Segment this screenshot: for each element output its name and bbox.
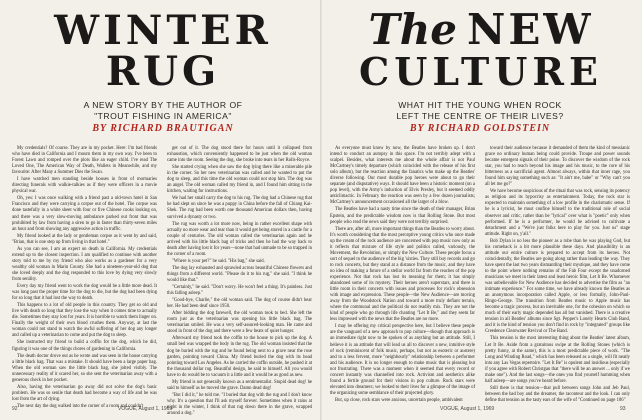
article-paragraph: We have become suspicious of the ritual that was rock, sensing its potency as religion and its hypocrisy as entertainment. Today, the rock star is expected to maintain something of a low profile in the charismatic sense. If he is a lyricist, he must confine himself to the traditional role of social observer and critic, rather than be "lyrical" over what is "poetic" only when performed. If he is a performer, he would be advised to cultivate a detachment and a "We're just folks here to play for you. Just us" stage attitude. Right on, y'all." xyxy=(485,189,630,237)
article-paragraph: But, up close, rock stars were anxious, uncertain people, ambivalent xyxy=(335,397,463,403)
right-title-the: The xyxy=(368,5,457,54)
page-gutter xyxy=(320,0,322,420)
article-paragraph: This tension is the most interesting thing about the Beatles' latest album, Let It Be. Aside from a gratuitous swipe at the Rolling Stones (which is pretty funny, at the same), this is a most predictable piece of work. "The Long and Winding Road," which has been released as a single, will fit neatly into any Las Vegas repertoire. "Let It Be" is opulent and insidious (especially if you agree with Robert Christgau that "there will be an answer ... only if we make one"). And the last songs—the ones you find yourself humming when half asleep—are songs you've heard before. xyxy=(485,336,630,384)
left-article-title xyxy=(22,7,304,95)
article-paragraph: We had her small carry the dog to his rug. The dog had a Chinese rug that he had slept on since he was a puppy in China before the fall of Chiang Kai-Shek. The rug had been worth one thousand American dollars then, having survived a dynasty or two. xyxy=(167,196,312,220)
right-title-new: NEW xyxy=(466,5,594,54)
article-paragraph: This happens to a lot of old people in this country. They get so old and live with death so long that they lose the way when it comes time to actually die. Sometimes they stay lost for years. It is horrible to watch them linger on. Finally the weight of their own blood crushes them. Anyway, at last the woman could not stand to watch the awful suffering of her dog any longer and called up a veterinarian to come and put the dog to sleep. xyxy=(12,303,157,339)
article-paragraph: The dog lay exhausted and sprawled across beautiful Chinese flowers and things from a different world. "Please do it to his rug," she said. "I think he would like that." xyxy=(167,265,312,283)
article-paragraph: She instructed my friend to build a coffin for the dog, which he did, figuring it was one of the things chores of gardening in California. xyxy=(12,340,157,352)
article-paragraph: She started crying when she saw the dog lying there like a miserable pile in the corner. So her new veterinarian was called and he wanted to put the dog to sleep, and this time the old woman could not stop him. The dog was an angel. The old woman called my friend in, and I found him sitting in the kitchen, waiting for instructions. xyxy=(167,165,312,195)
article-paragraph: Bob Dylan is no less the pioneer as a rube than he was playing God, but his comeback is a bit more plausible these days. And plausibility is an attitude our entire culture is prepared to accept from its heroes. Not coincidentally, the Beatles are going along rather than leading the way. They have spent the last two years dismantling their mystique, and they have come to the point where nothing remains of the Fab Four except the unadorned musicians we meet in their latest and least heroic film, Let It Be. Whomever was unbelievable for New Audience has decided to advertise the film as "an intimate experience." For some time, we have already known the Beatles as an anonymous incorporation called Apple, or less formally, John-Paul-Ringo-George. The transition from Beatles music to Apple music has become a tragic process, but an inevitable one, for the cohesion on which so much of their early magic depended has all but vanished. There is a creative tension in all Beatles' albums since Sgt. Pepper's Lonely Hearts Club Band, and it is the kind of tension you don't find in rock by "integrated" groups like Creedence Clearwater Revival or The Band. xyxy=(485,238,630,335)
right-title-culture: CULTURE xyxy=(359,49,603,94)
right-page-number: 93 xyxy=(620,406,626,412)
article-paragraph: "Certainly," he said. "Don't worry. He won't feel a thing. It's painless. Just this falling asleep." xyxy=(167,285,312,297)
article-paragraph: As everyone must know by now, the Beatles have broken up. I don't intend to conduct an autopsy in this space. I'm not terribly adept with a scalpel. Besides, what interests me about the whole affair is not Paul McCartney's timely departure (which coincided with the release of his first solo album), but the reaction among the fanatics who make up the Beatles' diverse following. Our most durable pop heroes were about to go their separate (and disputative) ways. It should have been a historic moment (on a pop level), with the Army's induction of Elvis Presley, but it seemed oddly anticlimactic. In February the reaction was seen by a few dozen journalists; McCartney's announcement occasioned all the larger of a blow. xyxy=(330,146,475,206)
article-paragraph: The death doctor drove out as he wrote and was seen in the house carrying a little black bag. That was a mistake. It should have been a large paper bag. When the old woman saw the little black bag, she jolted visibly. The unnecessary reality of it scared her, so she sent the veterinarian away with a generous check in her pocket. xyxy=(12,353,157,383)
article-paragraph: The rug was worth a lot more now, being in rather excellent shape with actually no more wear and tear than it would get being stored in a castle for a couple of centuries. The old woman called the veterinarian again and he arrived with his little black bag of tricks and then he had the way back to death after having lost it for years—none that had unmade to be so trapped in the corner of a room. xyxy=(167,221,313,257)
left-title-line-2: RUG xyxy=(105,48,221,95)
article-paragraph: "But I did it," he told me. "I buried that dog with the rug and I don't know why. It's a question that I'll ask myself forever. Sometimes when it rains at night in the winter, I think of that rug down there in the grave, wrapped around a dog." xyxy=(167,392,312,416)
left-page-number: 92 xyxy=(12,406,18,412)
article-paragraph: I may be offering my critical perspective here, but I believe these people are the vanguard of a new approach to pop culture—though that approach is an immediate right now to be spoken of as anything but an attitude. Still, I believe it is an attitude that will lead us all to discover a new, intuitive style of rock (reminiscent of folk music, perhaps, but not as esoteric or austere) and to a less fervent, more "neighbourly" relationship between a performer and his audience. It is no longer enough to make music that is pleasing but not frustrating. There was a moment when it seemed that every record or concert instantly was channelled into rock. Activism and aesthetics alike found a fertile ground for their visions in pop culture. Rock stars were elevated into dreamers; we looked to their lives for a glimpse of the image of the organizing some semblance of their projected glory. xyxy=(330,324,475,396)
article-paragraph: toward their audience because it demanded of them the kind of messianic grace no ordinary human being could provide. Troupe and power sounds became emergent signals of their poise. To discover the wisdom of the rock star, you had to reach beyond his image and his music, to the core of his bitterness as a sacrificial agent. Almost always, within that inner rage, you found him saying something such as: "It ain't me, babe" or "Why can't you all let me go?" xyxy=(485,146,630,188)
article-paragraph: "Good-bye, Charlie," the old woman said. The dog of course didn't hear her. He had been deaf since 1950. xyxy=(167,298,312,310)
left-column-2 xyxy=(167,146,313,416)
article-paragraph: Afterward my friend took the coffin to the house to pick up the dog. A small bed was wrapped the body in the rug. The old woman insisted that the dog be buried with the rug and he found being next to a grave near the rose garden, pointing toward China. My friend buried the dog with its head pointing toward Los Angeles. As he carried the coffin outside, he pushed it at the thousand dollar rug. Beautiful design, he said to himself. All you would have to do would be to vacuum it a little and it would be as good as new. xyxy=(167,336,312,378)
article-paragraph: Also, having the veterinarian go away did not solve the dog's basic problem. He was so senile that death had become a way of life and he was lost from the art of dying. xyxy=(12,384,157,402)
left-deck-line-1: A NEW STORY BY THE AUTHOR OF xyxy=(83,100,243,110)
right-deck-line-1: WHAT HIT THE YOUNG WHEN ROCK xyxy=(398,100,562,110)
article-paragraph: My friend looked at the lady or gentleman corpse as it went by and said, "Brian, that is one step up from living in that hotel." xyxy=(12,233,157,245)
article-paragraph: I have watched men standing beside houses in front of mortuaries directing funerals with walkie-talkies as if they were officers in a movie physical war. xyxy=(12,177,157,195)
left-article-deck xyxy=(30,100,296,135)
article-paragraph: My friend is not generally known as a sentimentalist. Stupid dead dog! he said to himself as he moved the grave. Damn dead dog! xyxy=(167,379,312,391)
article-paragraph: get out of it. The dog stood there for hours until it collapsed from exhaustion, which conveniently happened to be just when the old woman came into the room. Seeing the dog, she broke into tears in her Rolls-Royce. xyxy=(167,146,312,164)
article-paragraph: The Beatles have had a nasty time since the death of their manager, Brian Epstein, and the predictable wisdom now is that Rolling Stone. But most people who read the news said they were not terribly surprised. xyxy=(330,207,475,225)
left-deck-line-2: "TROUT FISHING IN AMERICA" xyxy=(94,111,232,121)
article-paragraph: As you can see, I am an expert on death in California. My credentials extend up to the closest inspection. I am qualified to continue with another story told to me by my friend who also works as a gardener for a very wealthy old woman in Marin County. She had a nineteen-year-old dog that she loved deeply and the dog responded to this love by dying very slowly from senility. xyxy=(12,246,157,282)
right-article-deck xyxy=(344,100,616,135)
article-paragraph: "Where is your pet?" he said. "His bag," she said. xyxy=(172,258,265,264)
right-column-2 xyxy=(485,146,630,402)
article-paragraph: Still there is that tension—that pull between songs John and Jeb Paul, between the bad boy and the dreamer, the raconteur and the look. I can only define that tension as the tasty ears of the wife of "Continued on page 106" xyxy=(485,385,630,403)
left-folio-magazine: VOGUE, August 1, 1969 xyxy=(118,406,173,412)
left-title-line-1: WINTER xyxy=(54,7,272,54)
article-paragraph: My credentials? Of course. They are in my pocket. Here: I'm bad friends who have died in California and I mourn them in my own way. I've been to Forest Lawn and romped over the plots like an eager child. I've read The Loved One, The American Way of Death, Wallets in Meanwhile, and my favourite: After Many a Summer Dies the Swan. xyxy=(12,146,157,176)
article-paragraph: The next day the dog walked into the corner of a room and couldn't xyxy=(17,403,144,409)
article-paragraph: Every day my friend went to work the dog would be a little more dead. It was long past the proper time for the dog to die, but the dog had been dying for so long that it had lost the way to death. xyxy=(12,284,157,302)
article-paragraph: Oh, yes: I was once walking with a friend past a old-town hotel in San Francisco and they were carrying a corpse out of the hotel. The corpse was done tastefully in a white sheet with four or five Chinese cooks looking on, and there was a very slow-moving ambulance parked out front that was prohibited by law from having a siren to go in faster than thirty-seven miles an hour and from showing any aggressive action in traffic. xyxy=(12,196,157,232)
right-byline: BY RICHARD GOLDSTEIN xyxy=(409,123,551,134)
article-paragraph: There are, after all, more important things than the Beatles to worry about. It's worth considering that the most perceptive young critics who once made up the cream of the rock audience are concerned with pop music now only as it reflects that mixture of life style and politics called, variously, the Movement, the Revolution, or simply the New Culture. These people focus a sort of sequel to the audience of the big 'sixties. They still buy records and go to rock concerts, but they stand at a distance from the music, and they have no idea of making a future of a stellar world far from the reaches of the pop experience. Not that rock has lost its meaning for them; it has simply abandoned some of its mystery. Their heroes aren't superstars, and there is little room in their concerts with issues and processes for rock's obsession with image and expression. These people—the New Audience—are moving away from the Woodstock Nation and toward a more truly defiant terrain, where the communal and the political do not readily mix. They are not the kind of people who go through life chanting "Let It Be," and they seem far less impressed with the news that the Beatles are no more. xyxy=(330,226,475,323)
left-byline: BY RICHARD BRAUTIGAN xyxy=(92,123,234,134)
right-article-body xyxy=(330,146,630,402)
article-paragraph: After bidding the dog farewell, the old woman took to bed. She left the room just as the veterinarian was opening his little black bag. The veterinarian smiled. He was a very self-assured-looking man. He came and stood in front of the dog and there were a few beats of quiet hunger. xyxy=(167,311,312,335)
right-article-title xyxy=(336,5,626,94)
right-column-1 xyxy=(330,146,475,402)
right-folio-magazine: VOGUE, August 1, 1969 xyxy=(440,406,495,412)
right-deck-line-2: LEFT THE CENTRE OF THEIR LIVES? xyxy=(396,111,564,121)
